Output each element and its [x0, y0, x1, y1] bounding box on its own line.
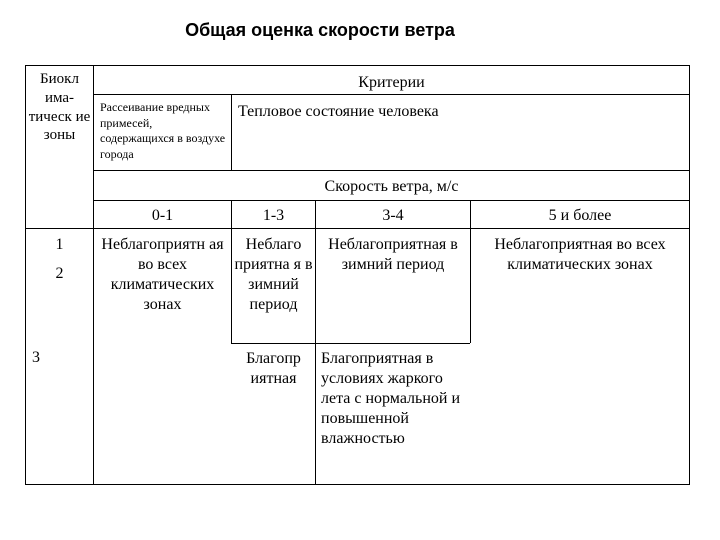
wind-speed-header: Скорость ветра, м/с: [324, 178, 459, 195]
zone-number-1: 1: [55, 236, 64, 253]
speed-range-1-3: 1-3: [262, 207, 285, 224]
speed-range-0-1: 0-1: [151, 207, 174, 224]
thermal-1-3-favorable-cell: Благопр иятная: [246, 350, 301, 387]
zones-header: Биокл има- тическ ие зоны: [28, 71, 91, 144]
page-title: Общая оценка скорости ветра: [185, 20, 455, 40]
zone-number-3: 3: [32, 349, 40, 366]
thermal-3-4-favorable-cell: Благоприятная в условиях жаркого лета с нормальной и повышенной влажностью: [321, 350, 461, 447]
dispersion-cell: Неблагоприятн ая во всех климатических зонах: [101, 236, 224, 313]
thermal-3-4-unfavorable-cell: Неблагоприятная в зимний период: [328, 236, 458, 273]
thermal-5-plus-cell: Неблагоприятная во всех климатических зонах: [494, 236, 666, 273]
dispersion-header: Рассеивание вредных примесей, содержащихся в воздухе города: [100, 100, 226, 161]
speed-range-5-plus: 5 и более: [548, 207, 612, 224]
speed-range-3-4: 3-4: [382, 207, 404, 224]
criteria-header: Критерии: [358, 74, 425, 91]
thermal-header: Тепловое состояние человека: [238, 103, 439, 120]
thermal-1-3-unfavorable-cell: Неблаго приятна я в зимний период: [234, 236, 313, 313]
zone-number-2: 2: [55, 265, 64, 282]
